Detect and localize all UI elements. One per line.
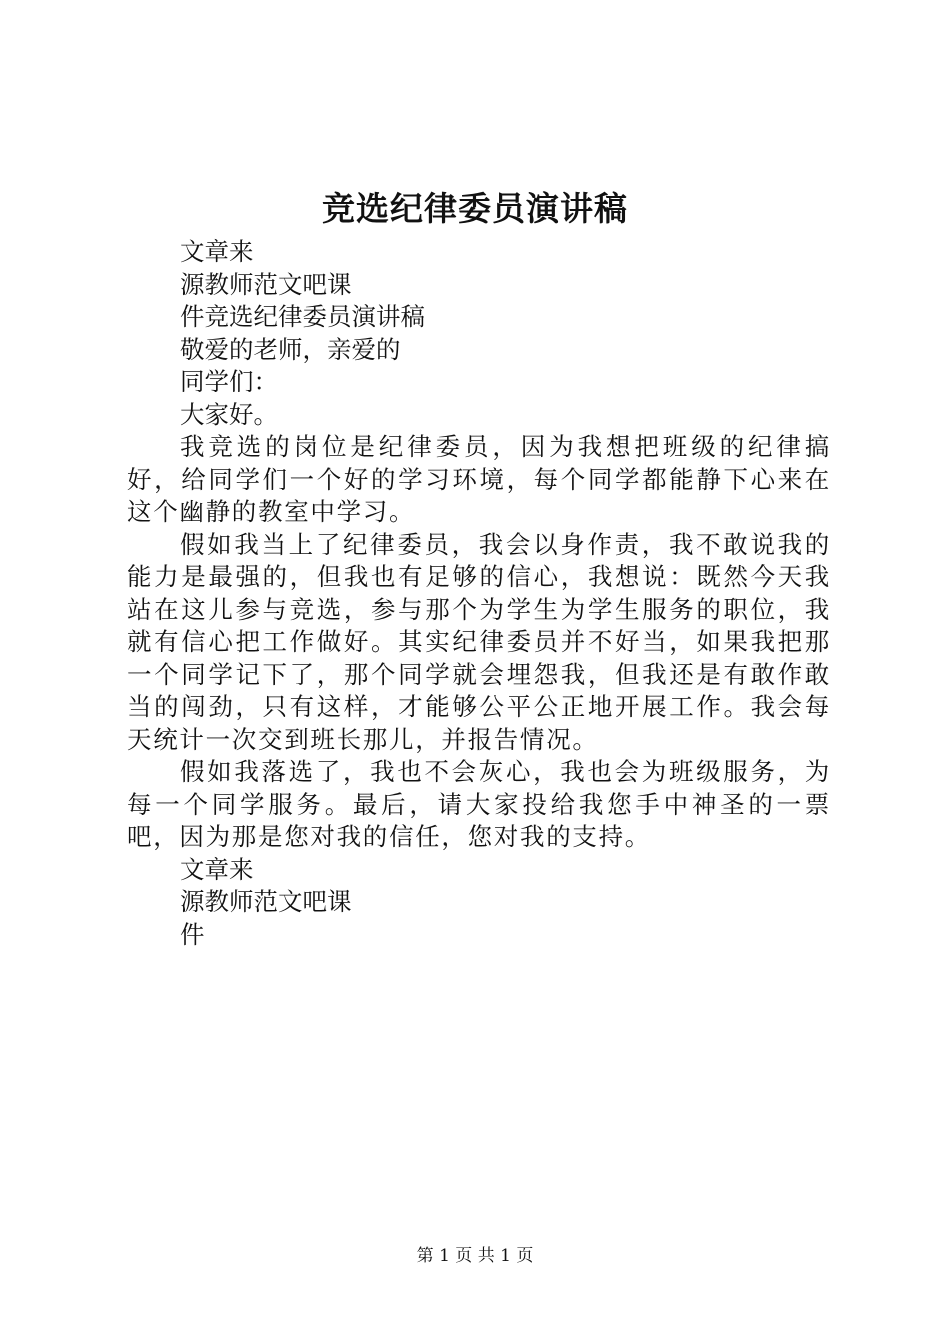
page-number: 第 1 页 共 1 页	[416, 1246, 534, 1266]
header-line: 文章来	[180, 237, 254, 266]
document-title: 竞选纪律委员演讲稿	[322, 189, 628, 228]
footer-source-line: 源教师范文吧课	[180, 887, 352, 916]
footer-source-line: 件	[180, 919, 205, 949]
header-line: 源教师范文吧课	[180, 269, 352, 299]
header-line: 件竞选纪律委员演讲稿	[180, 302, 425, 331]
body-paragraph: 我竞选的岗位是纪律委员，因为我想把班级的纪律搞好，给同学们一个好的学习环境，每个同学都能静下心来在这个幽静的教室中学习。	[127, 432, 831, 526]
salutation-line: 同学们：	[180, 367, 278, 396]
salutation-line: 敬爱的老师，亲爱的	[180, 334, 401, 364]
body-paragraph: 假如我当上了纪律委员，我会以身作责，我不敢说我的能力是最强的，但我也有足够的信心，我想说：既然今天我站在这儿参与竞选，参与那个为学生为学生服务的职位，我就有信心把工作做好。其实纪律委员并不好当，如果我把那一个同学记下了，那个同学就会埋怨我，但我还是有敢作敢当的闯劲，只有这样，才能够公平公正地开展工作。我会每天统计一次交到班长那儿，并报告情况。	[127, 529, 831, 754]
body-paragraph: 假如我落选了，我也不会灰心，我也会为班级服务，为每一个同学服务。最后，请大家投给我您手中神圣的一票吧，因为那是您对我的信任，您对我的支持。	[127, 757, 831, 851]
footer-source-line: 文章来	[180, 854, 254, 884]
greeting-line: 大家好。	[180, 399, 278, 429]
document-body	[127, 236, 831, 951]
